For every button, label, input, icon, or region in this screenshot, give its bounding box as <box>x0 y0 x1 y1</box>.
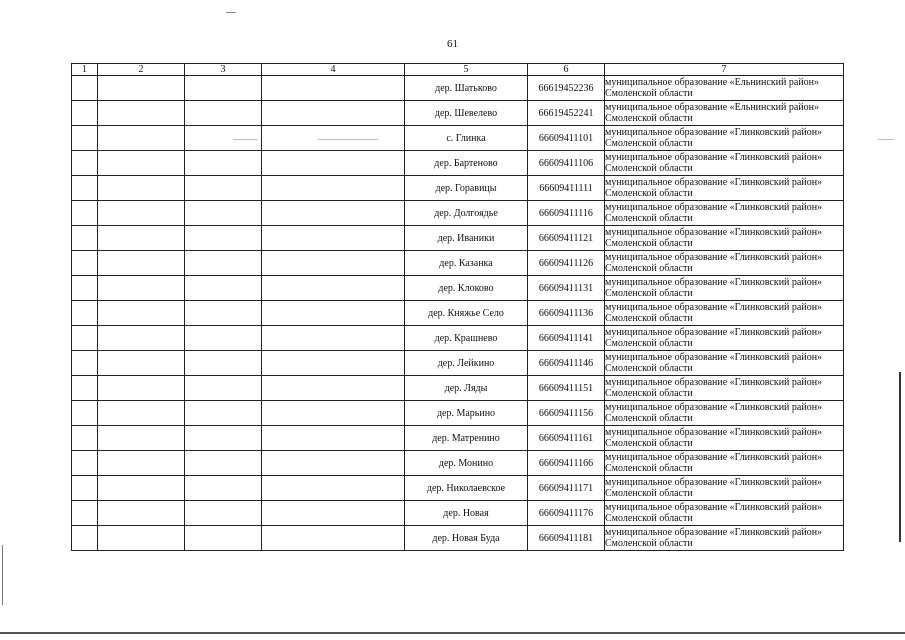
table-row <box>72 301 844 326</box>
empty-cell <box>72 301 98 326</box>
municipality-cell: муниципальное образование «Глинковский район» Смоленской области <box>605 451 844 476</box>
municipality-cell: муниципальное образование «Глинковский район» Смоленской области <box>605 151 844 176</box>
empty-cell <box>98 76 185 101</box>
scan-speck <box>878 139 894 140</box>
code-cell: 66609411111 <box>528 176 605 201</box>
empty-cell <box>262 301 405 326</box>
table-row <box>72 201 844 226</box>
empty-cell <box>262 226 405 251</box>
code-cell: 66609411181 <box>528 526 605 551</box>
table-row <box>72 451 844 476</box>
empty-cell <box>185 151 262 176</box>
empty-cell <box>262 426 405 451</box>
empty-cell <box>98 276 185 301</box>
table-row <box>72 101 844 126</box>
empty-cell <box>72 76 98 101</box>
code-cell: 66609411121 <box>528 226 605 251</box>
table-row <box>72 401 844 426</box>
code-cell: 66609411161 <box>528 426 605 451</box>
empty-cell <box>72 401 98 426</box>
empty-cell <box>262 76 405 101</box>
settlements-table <box>71 63 844 551</box>
empty-cell <box>262 351 405 376</box>
empty-cell <box>72 451 98 476</box>
code-cell: 66609411106 <box>528 151 605 176</box>
code-cell: 66609411156 <box>528 401 605 426</box>
locality-cell: дер. Марьино <box>405 401 528 426</box>
code-cell: 66609411146 <box>528 351 605 376</box>
empty-cell <box>262 401 405 426</box>
municipality-cell: муниципальное образование «Глинковский район» Смоленской области <box>605 426 844 451</box>
municipality-cell: муниципальное образование «Ельнинский район» Смоленской области <box>605 76 844 101</box>
empty-cell <box>185 501 262 526</box>
empty-cell <box>98 501 185 526</box>
empty-cell <box>72 226 98 251</box>
table-row <box>72 326 844 351</box>
scan-edge-mark <box>2 545 3 605</box>
table-row <box>72 476 844 501</box>
empty-cell <box>262 276 405 301</box>
empty-cell <box>72 276 98 301</box>
locality-cell: дер. Николаевское <box>405 476 528 501</box>
empty-cell <box>262 176 405 201</box>
empty-cell <box>72 176 98 201</box>
table-row <box>72 76 844 101</box>
column-header-7: 7 <box>605 64 844 76</box>
table-row <box>72 351 844 376</box>
empty-cell <box>72 501 98 526</box>
empty-cell <box>262 126 405 151</box>
locality-cell: дер. Горавицы <box>405 176 528 201</box>
code-cell: 66609411101 <box>528 126 605 151</box>
empty-cell <box>72 426 98 451</box>
locality-cell: дер. Монино <box>405 451 528 476</box>
code-cell: 66609411166 <box>528 451 605 476</box>
locality-cell: с. Глинка <box>405 126 528 151</box>
empty-cell <box>72 251 98 276</box>
municipality-cell: муниципальное образование «Глинковский район» Смоленской области <box>605 251 844 276</box>
locality-cell: дер. Новая Буда <box>405 526 528 551</box>
locality-cell: дер. Ляды <box>405 376 528 401</box>
municipality-cell: муниципальное образование «Глинковский район» Смоленской области <box>605 526 844 551</box>
empty-cell <box>72 476 98 501</box>
empty-cell <box>98 126 185 151</box>
column-header-4: 4 <box>262 64 405 76</box>
empty-cell <box>185 401 262 426</box>
municipality-cell: муниципальное образование «Глинковский район» Смоленской области <box>605 326 844 351</box>
municipality-cell: муниципальное образование «Глинковский район» Смоленской области <box>605 351 844 376</box>
municipality-cell: муниципальное образование «Глинковский район» Смоленской области <box>605 376 844 401</box>
empty-cell <box>98 351 185 376</box>
empty-cell <box>98 176 185 201</box>
header-row <box>72 64 844 76</box>
column-header-1: 1 <box>72 64 98 76</box>
empty-cell <box>185 76 262 101</box>
table-row <box>72 251 844 276</box>
empty-cell <box>98 376 185 401</box>
empty-cell <box>98 401 185 426</box>
municipality-cell: муниципальное образование «Глинковский район» Смоленской области <box>605 301 844 326</box>
column-header-3: 3 <box>185 64 262 76</box>
empty-cell <box>98 326 185 351</box>
locality-cell: дер. Долгоядье <box>405 201 528 226</box>
scan-speck <box>226 12 236 13</box>
locality-cell: дер. Бартеново <box>405 151 528 176</box>
empty-cell <box>185 101 262 126</box>
empty-cell <box>185 326 262 351</box>
code-cell: 66609411116 <box>528 201 605 226</box>
empty-cell <box>72 151 98 176</box>
locality-cell: дер. Шатьково <box>405 76 528 101</box>
empty-cell <box>98 526 185 551</box>
code-cell: 66609411171 <box>528 476 605 501</box>
scan-edge-mark <box>0 632 905 634</box>
code-cell: 66609411151 <box>528 376 605 401</box>
code-cell: 66609411131 <box>528 276 605 301</box>
locality-cell: дер. Крашнево <box>405 326 528 351</box>
municipality-cell: муниципальное образование «Глинковский район» Смоленской области <box>605 176 844 201</box>
code-cell: 66609411126 <box>528 251 605 276</box>
empty-cell <box>185 426 262 451</box>
empty-cell <box>262 151 405 176</box>
locality-cell: дер. Иваники <box>405 226 528 251</box>
empty-cell <box>98 201 185 226</box>
municipality-cell: муниципальное образование «Глинковский район» Смоленской области <box>605 201 844 226</box>
empty-cell <box>185 126 262 151</box>
column-header-6: 6 <box>528 64 605 76</box>
municipality-cell: муниципальное образование «Глинковский район» Смоленской области <box>605 476 844 501</box>
empty-cell <box>262 501 405 526</box>
empty-cell <box>185 226 262 251</box>
empty-cell <box>72 101 98 126</box>
table-row <box>72 376 844 401</box>
municipality-cell: муниципальное образование «Глинковский район» Смоленской области <box>605 126 844 151</box>
locality-cell: дер. Матренино <box>405 426 528 451</box>
empty-cell <box>72 126 98 151</box>
empty-cell <box>72 526 98 551</box>
empty-cell <box>185 176 262 201</box>
table-row <box>72 151 844 176</box>
code-cell: 66619452241 <box>528 101 605 126</box>
empty-cell <box>185 476 262 501</box>
locality-cell: дер. Клоково <box>405 276 528 301</box>
empty-cell <box>262 476 405 501</box>
empty-cell <box>262 101 405 126</box>
scan-speck <box>318 139 378 140</box>
table-row <box>72 526 844 551</box>
locality-cell: дер. Шевелево <box>405 101 528 126</box>
municipality-cell: муниципальное образование «Ельнинский район» Смоленской области <box>605 101 844 126</box>
page-number: 61 <box>447 38 458 50</box>
locality-cell: дер. Новая <box>405 501 528 526</box>
empty-cell <box>185 251 262 276</box>
empty-cell <box>185 376 262 401</box>
table-row <box>72 426 844 451</box>
table-row <box>72 501 844 526</box>
table-row <box>72 276 844 301</box>
empty-cell <box>185 526 262 551</box>
empty-cell <box>98 476 185 501</box>
empty-cell <box>98 151 185 176</box>
empty-cell <box>185 301 262 326</box>
empty-cell <box>262 251 405 276</box>
empty-cell <box>185 276 262 301</box>
empty-cell <box>98 226 185 251</box>
code-cell: 66609411141 <box>528 326 605 351</box>
code-cell: 66609411136 <box>528 301 605 326</box>
empty-cell <box>262 451 405 476</box>
empty-cell <box>185 351 262 376</box>
empty-cell <box>98 251 185 276</box>
table-row <box>72 176 844 201</box>
empty-cell <box>98 101 185 126</box>
empty-cell <box>262 201 405 226</box>
empty-cell <box>72 351 98 376</box>
empty-cell <box>98 301 185 326</box>
table-body <box>72 76 844 551</box>
scan-edge-mark <box>899 372 901 542</box>
empty-cell <box>98 451 185 476</box>
locality-cell: дер. Княжье Село <box>405 301 528 326</box>
code-cell: 66619452236 <box>528 76 605 101</box>
locality-cell: дер. Лейкино <box>405 351 528 376</box>
municipality-cell: муниципальное образование «Глинковский район» Смоленской области <box>605 401 844 426</box>
empty-cell <box>262 376 405 401</box>
code-cell: 66609411176 <box>528 501 605 526</box>
column-header-2: 2 <box>98 64 185 76</box>
table-row <box>72 126 844 151</box>
table-row <box>72 226 844 251</box>
municipality-cell: муниципальное образование «Глинковский район» Смоленской области <box>605 501 844 526</box>
empty-cell <box>185 451 262 476</box>
empty-cell <box>72 201 98 226</box>
column-header-5: 5 <box>405 64 528 76</box>
empty-cell <box>262 526 405 551</box>
scan-speck <box>233 139 257 140</box>
empty-cell <box>72 326 98 351</box>
municipality-cell: муниципальное образование «Глинковский район» Смоленской области <box>605 226 844 251</box>
municipality-cell: муниципальное образование «Глинковский район» Смоленской области <box>605 276 844 301</box>
empty-cell <box>262 326 405 351</box>
locality-cell: дер. Казанка <box>405 251 528 276</box>
empty-cell <box>98 426 185 451</box>
empty-cell <box>185 201 262 226</box>
empty-cell <box>72 376 98 401</box>
